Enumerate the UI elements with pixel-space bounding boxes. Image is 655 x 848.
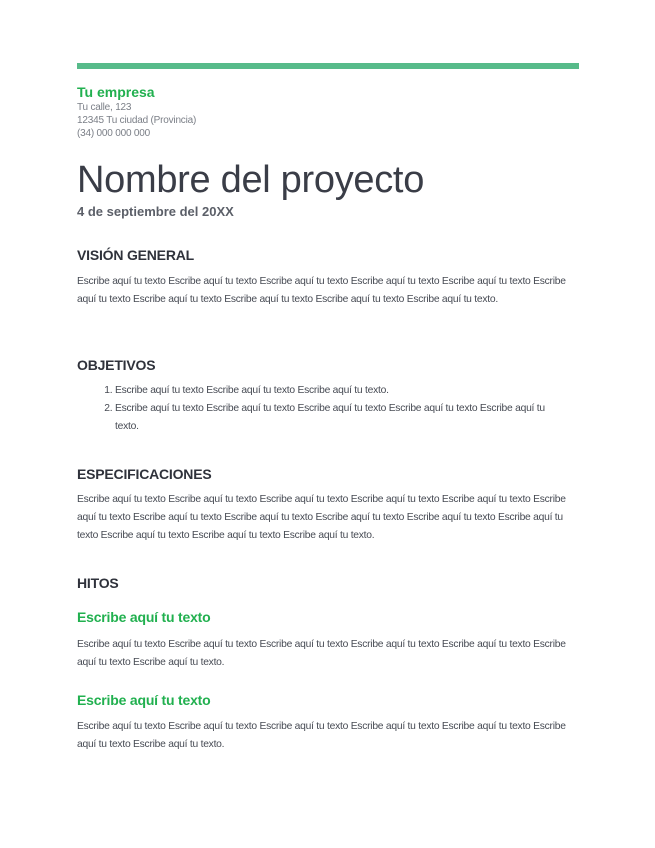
company-block (77, 84, 196, 140)
section-heading-specs: ESPECIFICACIONES (77, 466, 212, 482)
section-heading-milestones: HITOS (77, 575, 119, 591)
milestone-text: Escribe aquí tu texto Escribe aquí tu texto Escribe aquí tu texto Escribe aquí tu texto Escribe aquí tu texto Escribe aquí tu texto Escribe aquí tu texto. (77, 639, 566, 669)
company-street: Tu calle, 123 (77, 102, 132, 113)
document-page (77, 0, 579, 848)
overview-text: Escribe aquí tu texto Escribe aquí tu texto Escribe aquí tu texto Escribe aquí tu texto Escribe aquí tu texto Escribe aquí tu texto Escribe aquí tu texto Escribe aquí tu texto Escribe aquí tu texto Escribe aquí tu texto. (77, 276, 566, 306)
milestone-title: Escribe aquí tu texto (77, 692, 211, 708)
list-item: 2. Escribe aquí tu texto Escribe aquí tu texto Escribe aquí tu texto Escribe aquí tu texto Escribe aquí tu texto. (115, 400, 579, 436)
project-title: Nombre del proyecto (77, 159, 425, 201)
specs-text: Escribe aquí tu texto Escribe aquí tu texto Escribe aquí tu texto Escribe aquí tu texto Escribe aquí tu texto Escribe aquí tu texto Escribe aquí tu texto Escribe aquí tu texto Escribe aquí tu texto Escribe aquí tu texto Escribe aquí tu texto Escribe aquí tu texto Escribe aquí tu texto Escribe aquí tu texto. (77, 494, 566, 542)
milestone-title: Escribe aquí tu texto (77, 609, 211, 625)
top-accent-rule (77, 63, 579, 69)
section-heading-objectives: OBJETIVOS (77, 357, 156, 373)
list-item: 1. Escribe aquí tu texto Escribe aquí tu texto Escribe aquí tu texto. (115, 382, 579, 400)
company-name: Tu empresa (77, 84, 155, 100)
milestone-text: Escribe aquí tu texto Escribe aquí tu texto Escribe aquí tu texto Escribe aquí tu texto Escribe aquí tu texto Escribe aquí tu texto Escribe aquí tu texto. (77, 721, 566, 751)
company-phone: (34) 000 000 000 (77, 128, 150, 139)
company-city: 12345 Tu ciudad (Provincia) (77, 115, 197, 126)
objectives-list (77, 382, 579, 437)
section-heading-overview: VISIÓN GENERAL (77, 247, 194, 263)
project-date: 4 de septiembre del 20XX (77, 204, 234, 219)
